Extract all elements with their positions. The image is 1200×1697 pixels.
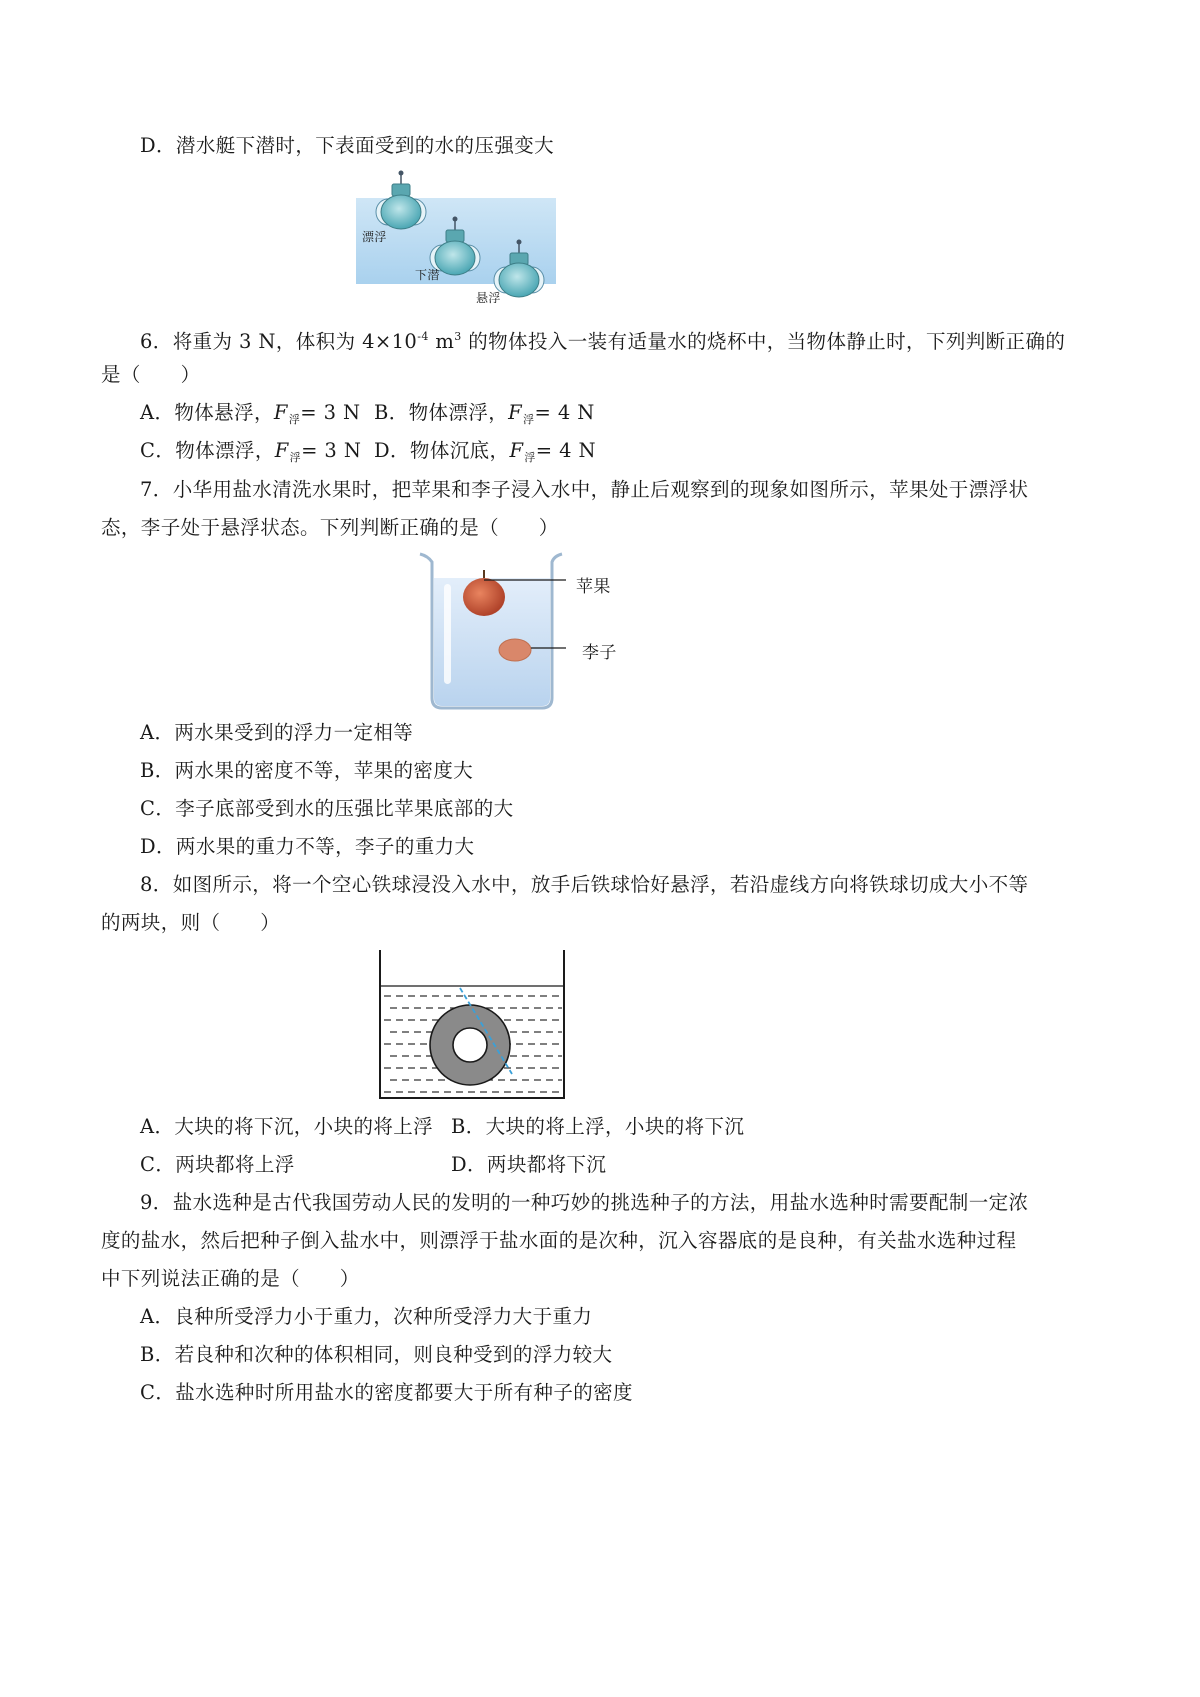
q6-option-d-text: D．物体沉底， <box>374 439 510 462</box>
label-apple: 苹果 <box>576 577 611 597</box>
q6-option-b-value: = 4 N <box>534 401 595 424</box>
submarine-floating <box>376 171 426 230</box>
q6-option-d-value: = 4 N <box>535 439 596 462</box>
q9-option-a: A．良种所受浮力小于重力，次种所受浮力大于重力 <box>140 1305 593 1328</box>
q7-option-a: A．两水果受到的浮力一定相等 <box>140 721 414 744</box>
q6-unit: m <box>428 330 455 353</box>
q8-stem-line1: 8．如图所示，将一个空心铁球浸没入水中，放手后铁球恰好悬浮，若沿虚线方向将铁球切成大小不等 <box>140 873 1029 896</box>
label-plum: 李子 <box>582 643 617 663</box>
q6-stem-part-c: 的物体投入一装有适量水的烧杯中，当物体静止时，下列判断正确的 <box>461 330 1066 353</box>
q9-option-b: B．若良种和次种的体积相同，则良种受到的浮力较大 <box>140 1343 613 1366</box>
q8-option-d: D．两块都将下沉 <box>451 1153 607 1176</box>
q7-option-d: D．两水果的重力不等，李子的重力大 <box>140 835 475 858</box>
label-suspended: 悬浮 <box>476 291 501 305</box>
label-diving: 下潜 <box>415 268 440 282</box>
label-floating: 漂浮 <box>362 230 387 244</box>
force-subscript: 浮 <box>523 413 535 426</box>
force-symbol: F <box>508 401 523 424</box>
force-symbol: F <box>509 439 524 462</box>
q6-option-c-text: C．物体漂浮， <box>140 439 275 462</box>
q6-option-d <box>374 438 596 471</box>
force-symbol: F <box>273 401 288 424</box>
force-subscript: 浮 <box>288 413 301 426</box>
q7-stem-line1: 7．小华用盐水清洗水果时，把苹果和李子浸入水中，静止后观察到的现象如图所示，苹果处于漂浮状 <box>140 478 1029 501</box>
force-symbol: F <box>274 439 289 462</box>
q6-option-b-text: B．物体漂浮， <box>374 401 509 424</box>
apple <box>463 570 505 616</box>
force-subscript: 浮 <box>289 451 302 464</box>
ball-cavity <box>453 1028 487 1062</box>
q8-stem-line2: 的两块，则（ ） <box>101 911 281 934</box>
q9-stem-line3: 中下列说法正确的是（ ） <box>101 1267 360 1290</box>
q9-stem-line2: 度的盐水，然后把种子倒入盐水中，则漂浮于盐水面的是次种，沉入容器底的是良种，有关盐水选种过程 <box>101 1229 1017 1252</box>
q8-option-b: B．大块的将上浮，小块的将下沉 <box>451 1115 745 1138</box>
q8-option-a: A．大块的将下沉，小块的将上浮 <box>140 1115 434 1138</box>
q6-stem-line2: 是（ ） <box>101 363 201 386</box>
q6-stem-part-a: 6．将重为 3 N，体积为 4×10 <box>140 330 418 353</box>
q7-option-c: C．李子底部受到水的压强比苹果底部的大 <box>140 797 514 820</box>
beaker-fruit-figure <box>416 548 566 713</box>
q6-option-a <box>140 400 360 433</box>
q5-option-d: D．潜水艇下潜时，下表面受到的水的压强变大 <box>140 134 555 157</box>
q6-option-a-value: = 3 N <box>300 401 361 424</box>
beaker-highlight <box>444 584 451 684</box>
force-subscript: 浮 <box>524 451 536 464</box>
q7-stem-line2: 态，李子处于悬浮状态。下列判断正确的是（ ） <box>101 516 559 539</box>
iron-ball-figure <box>376 950 568 1102</box>
q6-option-a-text: A．物体悬浮， <box>140 401 274 424</box>
q9-stem-line1: 9．盐水选种是古代我国劳动人民的发明的一种巧妙的挑选种子的方法，用盐水选种时需要配制一定浓 <box>140 1191 1029 1214</box>
q9-option-c: C．盐水选种时所用盐水的密度都要大于所有种子的密度 <box>140 1381 633 1404</box>
q6-stem-line1 <box>140 324 1065 355</box>
q6-exponent: -4 <box>417 330 429 343</box>
q6-option-b <box>374 400 595 433</box>
plum <box>499 639 531 661</box>
q8-option-c: C．两块都将上浮 <box>140 1153 295 1176</box>
q6-option-c <box>140 438 361 471</box>
q6-option-c-value: = 3 N <box>301 439 362 462</box>
q6-unit-exponent: 3 <box>454 330 462 343</box>
q7-option-b: B．两水果的密度不等，苹果的密度大 <box>140 759 474 782</box>
